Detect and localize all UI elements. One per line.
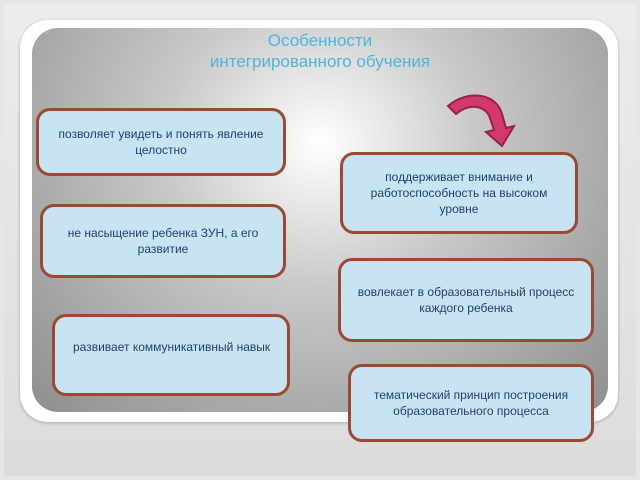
- card-left-2: [40, 204, 286, 278]
- card-right-3: [348, 364, 594, 442]
- card-right-2-text: вовлекает в образовательный процесс каждого ребенка: [357, 285, 575, 315]
- title-line-2: интегрированного обучения: [209, 52, 431, 71]
- card-right-1: [340, 152, 578, 234]
- card-left-1: [36, 108, 286, 176]
- title-line-1: Особенности: [267, 31, 373, 50]
- card-left-3-text: развивает коммуникативный навык: [73, 340, 271, 354]
- slide-title: [100, 30, 540, 72]
- card-right-2: [338, 258, 594, 342]
- card-left-2-text: не насыщение ребенка ЗУН, а его развитие: [67, 226, 259, 256]
- curved-arrow-icon: [440, 84, 520, 150]
- card-right-3-text: тематический принцип построения образовательного процесса: [373, 388, 569, 418]
- card-left-3: [52, 314, 290, 396]
- card-right-1-text: поддерживает внимание и работоспособность на высоком уровне: [370, 170, 548, 216]
- card-left-1-text: позволяет увидеть и понять явление целостно: [58, 127, 264, 157]
